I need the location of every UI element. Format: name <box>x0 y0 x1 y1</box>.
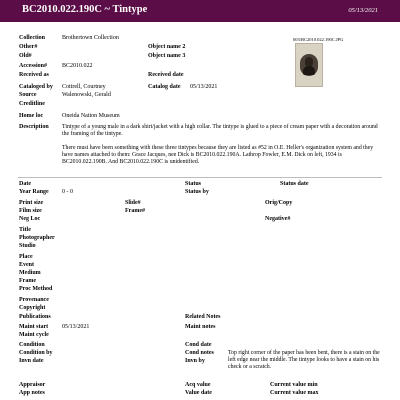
frame-label: Frame <box>19 278 36 284</box>
description-label: Description <box>19 124 49 130</box>
title-label: Title <box>19 227 31 233</box>
condition-by-label: Condition by <box>19 350 53 356</box>
orig-copy-label: Orig/Copy <box>265 200 293 206</box>
print-size-label: Print size <box>19 200 44 206</box>
related-notes-label: Related Notes <box>185 314 221 320</box>
invn-date-label: Invn date <box>19 358 44 364</box>
maint-start-value: 05/13/2021 <box>62 324 90 330</box>
maint-notes-label: Maint notes <box>185 324 216 330</box>
maint-start-label: Maint start <box>19 324 49 330</box>
acq-value-label: Acq value <box>185 382 211 388</box>
collection-label: Collection <box>19 35 45 41</box>
status-label: Status <box>185 181 202 187</box>
object-name-3-label: Object name 3 <box>148 53 186 59</box>
place-label: Place <box>19 254 33 260</box>
home-loc-label: Home loc <box>19 113 44 119</box>
object-name-2-label: Object name 2 <box>148 44 186 50</box>
condition-label: Condition <box>19 342 45 348</box>
tintype-photo-thumbnail <box>295 43 323 87</box>
status-by-label: Status by <box>185 189 209 195</box>
publications-label: Publications <box>19 314 51 320</box>
proc-method-label: Proc Method <box>19 286 53 292</box>
accession-num-label: Accession# <box>19 63 47 69</box>
year-range-label: Year Range <box>19 189 49 195</box>
cond-notes-value: Top right corner of the paper has been bent, there is a stain on the left edge near the middle. The tintype looks to have a stain on his check or a scratch. <box>228 350 380 370</box>
home-loc-value: Oneida Nation Museum <box>62 113 120 119</box>
copyright-label: Copyright <box>19 305 46 311</box>
cataloged-by-value-2: Walenowski, Gerald <box>62 92 111 98</box>
cataloged-by-value-1: Cottrell, Courtney <box>62 84 106 90</box>
catalog-date-label: Catalog date <box>148 84 181 90</box>
accession-num-value: BC2010.022 <box>62 63 93 69</box>
cond-notes-label: Cond notes <box>185 350 214 356</box>
provenance-label: Provenance <box>19 297 49 303</box>
current-value-max-label: Current value max <box>270 390 319 396</box>
medium-label: Medium <box>19 270 41 276</box>
invn-by-label: Invn by <box>185 358 205 364</box>
record-title: BC2010.022.190C ~ Tintype <box>22 4 148 15</box>
photographer-label: Photographer <box>19 235 55 241</box>
catalog-date-value: 05/13/2021 <box>190 84 218 90</box>
slide-num-label: Slide# <box>125 200 141 206</box>
cataloged-by-label: Cataloged by <box>19 84 53 90</box>
other-num-label: Other# <box>19 44 38 50</box>
date-label: Date <box>19 181 31 187</box>
negative-num-label: Negative# <box>265 216 291 222</box>
creditline-label: Creditline <box>19 101 45 107</box>
description-paragraph-1: Tintype of a young male in a dark shirt/jacket with a high collar. The tintype is glued to a piece of cream paper with a decoration around the framing of the tintype. <box>62 124 378 137</box>
film-size-label: Film size <box>19 208 42 214</box>
received-date-label: Received date <box>148 72 184 78</box>
year-range-value: 0 - 0 <box>62 189 73 195</box>
event-label: Event <box>19 262 34 268</box>
section-divider <box>18 177 382 178</box>
cond-date-label: Cond date <box>185 342 212 348</box>
studio-label: Studio <box>19 243 36 249</box>
maint-cycle-label: Maint cycle <box>19 332 49 338</box>
photo-filename: 003\BC2010.022.190C.JPG <box>293 37 344 42</box>
neg-loc-label: Neg Loc <box>19 216 41 222</box>
status-date-label: Status date <box>280 181 309 187</box>
old-num-label: Old# <box>19 53 32 59</box>
collection-value: Brothertown Collection <box>62 35 119 41</box>
record-print-date: 05/13/2021 <box>348 7 378 14</box>
value-date-label: Value date <box>185 390 212 396</box>
frame-num-label: Frame# <box>125 208 145 214</box>
received-as-label: Received as <box>19 72 49 78</box>
current-value-min-label: Current value min <box>270 382 318 388</box>
appraisor-label: Appraisor <box>19 382 46 388</box>
app-notes-label: App notes <box>19 390 45 396</box>
description-paragraph-2: There must have been something with these three tintypes because they are listed as #52 in O.E. Heller's organization system and they have names attached to them: Grace Jacques, nee Dick is BC2010.022.190A. Lathrop Fowler, E.M. Dick on left, 1934 is BC2010.022.190B. And BC2010.022.190C is unidentified. <box>62 145 374 165</box>
source-label: Source <box>19 92 37 98</box>
record-header <box>0 0 400 22</box>
